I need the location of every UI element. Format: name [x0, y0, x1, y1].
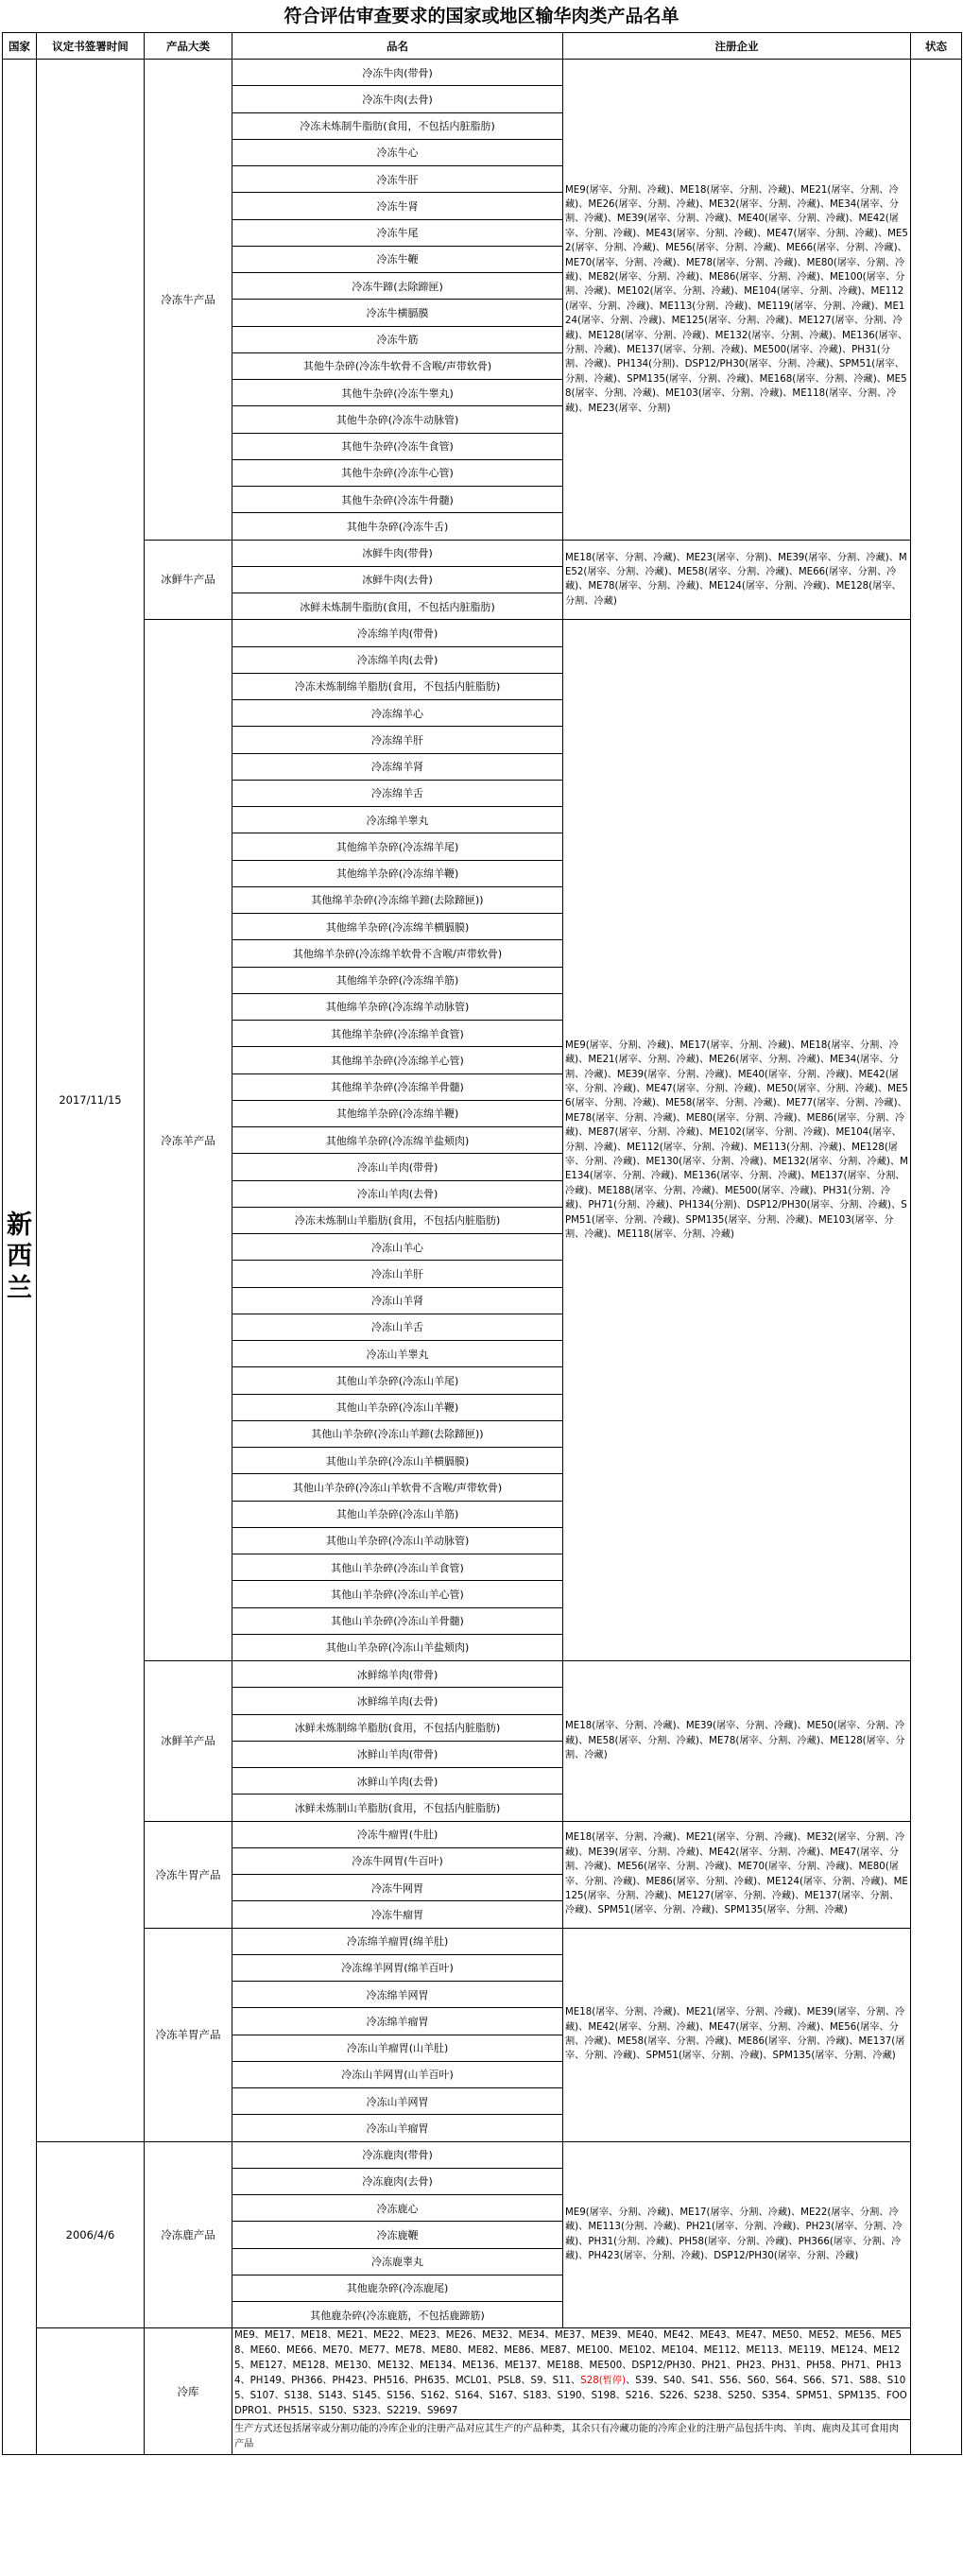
product-name-cell: 其他牛杂碎(冷冻牛动脉管) — [232, 406, 563, 433]
header-row — [3, 33, 962, 60]
product-name-cell: 冷冻山羊心 — [232, 1234, 563, 1261]
suspended-enterprise: S28(暂停) — [580, 2376, 627, 2387]
product-name-cell: 冷冻绵羊舌 — [232, 780, 563, 806]
product-name-cell: 冰鲜绵羊肉(去骨) — [232, 1688, 563, 1714]
cold-store-enterprise-cell — [232, 2328, 911, 2420]
product-name-cell: 冷冻牛筋 — [232, 326, 563, 352]
product-name-cell: 其他绵羊杂碎(冷冻绵羊尾) — [232, 833, 563, 860]
product-name-cell: 冷冻绵羊瘤胃 — [232, 2008, 563, 2035]
product-name-cell: 其他牛杂碎(冷冻牛舌) — [232, 513, 563, 540]
product-name-cell: 冷冻未炼制绵羊脂肪(食用，不包括内脏脂肪) — [232, 673, 563, 699]
product-name-cell: 其他山羊杂碎(冷冻山羊骨髓) — [232, 1607, 563, 1634]
product-name-cell: 冷冻绵羊网胃 — [232, 1982, 563, 2008]
product-name-cell: 冷冻绵羊肝 — [232, 727, 563, 753]
product-name-cell: 冷冻绵羊肾 — [232, 753, 563, 780]
product-name-cell: 其他山羊杂碎(冷冻山羊动脉管) — [232, 1527, 563, 1554]
table-row — [3, 2141, 962, 2168]
empty-date-cell — [37, 2328, 145, 2455]
product-name-cell: 冷冻山羊肝 — [232, 1261, 563, 1287]
cold-store-list-b: 、S39、S40、S41、S56、S60、S64、S66、S71、S88、S105、S107、S138、S143、S145、S156、S162、S164、S167、S183、S190、S198、S216、S226、S238、S250、S354、SPM51、SPM135、FOODPRO1、PH515、S150、S323、S2219、S9697 — [234, 2376, 907, 2417]
header-country: 国家 — [3, 33, 37, 60]
product-name-cell: 其他山羊杂碎(冷冻山羊横膈膜) — [232, 1448, 563, 1474]
product-name-cell: 其他牛杂碎(冷冻牛骨髓) — [232, 487, 563, 513]
product-name-cell: 其他绵羊杂碎(冷冻绵羊横膈膜) — [232, 914, 563, 940]
product-name-cell: 冷冻山羊舌 — [232, 1314, 563, 1340]
product-name-cell: 冷冻鹿睾丸 — [232, 2248, 563, 2275]
category-cell: 冷冻羊胃产品 — [145, 1928, 232, 2141]
table-row — [3, 540, 962, 566]
product-name-cell: 冰鲜未炼制山羊脂肪(食用，不包括内脏脂肪) — [232, 1795, 563, 1821]
product-name-cell: 冷冻山羊肾 — [232, 1287, 563, 1314]
protocol-date-cell: 2017/11/15 — [37, 60, 145, 2142]
product-name-cell: 其他绵羊杂碎(冷冻绵羊筋) — [232, 967, 563, 993]
product-name-cell: 冷冻牛瘤胃(牛肚) — [232, 1821, 563, 1847]
product-name-cell: 冷冻山羊瘤胃(山羊肚) — [232, 2035, 563, 2061]
product-name-cell: 冷冻牛网胃 — [232, 1875, 563, 1901]
product-name-cell: 冷冻牛肾 — [232, 193, 563, 219]
enterprise-cell: ME9(屠宰、分割、冷藏)、ME17(屠宰、分割、冷藏)、ME18(屠宰、分割、冷藏)、ME21(屠宰、分割、冷藏)、ME26(屠宰、分割、冷藏)、ME34(屠宰、分割、冷藏)、ME39(屠宰、分割、冷藏)、ME40(屠宰、分割、冷藏)、ME42(屠宰、分割、冷藏)、ME47(屠宰、分割、冷藏)、ME50(屠宰、分割、冷藏)、ME56(屠宰、分割、冷藏)、ME58(屠宰、分割、冷藏)、ME77(屠宰、分割、冷藏)、ME78(屠宰、分割、冷藏)、ME80(屠宰、分割、冷藏)、ME86(屠宰、分割、冷藏)、ME87(屠宰、分割、冷藏)、ME102(屠宰、分割、冷藏)、ME104(屠宰、分割、冷藏)、ME112(屠宰、分割、冷藏)、ME113(分割、冷藏)、ME128(屠宰、分割、冷藏)、ME130(屠宰、分割、冷藏)、ME132(屠宰、分割、冷藏)、ME134(屠宰、分割、冷藏)、ME136(屠宰、分割、冷藏)、ME137(屠宰、分割、冷藏)、ME188(屠宰、分割、冷藏)、ME500(屠宰、冷藏)、PH31(分割、冷藏)、PH71(分割、冷藏)、PH134(分割)、DSP12/PH30(屠宰、分割、冷藏)、SPM51(屠宰、分割、冷藏)、SPM135(屠宰、分割、冷藏)、ME103(屠宰、分割、冷藏)、ME118(屠宰、分割、冷藏) — [563, 620, 911, 1661]
product-name-cell: 冷冻山羊瘤胃 — [232, 2115, 563, 2141]
product-name-cell: 冷冻牛心 — [232, 139, 563, 165]
product-name-cell: 冷冻鹿肉(去骨) — [232, 2168, 563, 2194]
product-name-cell: 冷冻绵羊心 — [232, 700, 563, 727]
status-cell — [911, 60, 962, 2455]
product-name-cell: 其他山羊杂碎(冷冻山羊心管) — [232, 1581, 563, 1607]
product-name-cell: 冰鲜未炼制绵羊脂肪(食用，不包括内脏脂肪) — [232, 1714, 563, 1741]
product-name-cell: 其他绵羊杂碎(冷冻绵羊蹄(去除蹄匣)) — [232, 886, 563, 913]
product-name-cell: 冷冻山羊网胃(山羊百叶) — [232, 2061, 563, 2087]
product-name-cell: 其他绵羊杂碎(冷冻绵羊骨髓) — [232, 1073, 563, 1100]
product-name-cell: 冷冻绵羊网胃(绵羊百叶) — [232, 1954, 563, 1981]
enterprise-cell: ME9(屠宰、分割、冷藏)、ME18(屠宰、分割、冷藏)、ME21(屠宰、分割、冷藏)、ME26(屠宰、分割、冷藏)、ME32(屠宰、分割、冷藏)、ME34(屠宰、分割、冷藏)、ME39(屠宰、分割、冷藏)、ME40(屠宰、分割、冷藏)、ME42(屠宰、分割、冷藏)、ME43(屠宰、分割、冷藏)、ME47(屠宰、分割、冷藏)、ME52(屠宰、分割、冷藏)、ME56(屠宰、分割、冷藏)、ME66(屠宰、分割、冷藏)、ME70(屠宰、分割、冷藏)、ME78(屠宰、分割、冷藏)、ME80(屠宰、分割、冷藏)、ME82(屠宰、分割、冷藏)、ME86(屠宰、分割、冷藏)、ME100(屠宰、分割、冷藏)、ME102(屠宰、分割、冷藏)、ME104(屠宰、分割、冷藏)、ME112(屠宰、分割、冷藏)、ME113(分割、冷藏)、ME119(屠宰、分割、冷藏)、ME124(屠宰、分割、冷藏)、ME125(屠宰、分割、冷藏)、ME127(屠宰、分割、冷藏)、ME128(屠宰、分割、冷藏)、ME132(屠宰、分割、冷藏)、ME136(屠宰、分割、冷藏)、ME137(屠宰、分割、冷藏)、ME500(屠宰、冷藏)、PH31(分割、冷藏)、PH134(分割)、DSP12/PH30(屠宰、分割、冷藏)、SPM51(屠宰、分割、冷藏)、SPM135(屠宰、分割、冷藏)、ME168(屠宰、分割、冷藏)、ME58(屠宰、分割、冷藏)、ME103(屠宰、分割、冷藏)、ME118(屠宰、分割、冷藏)、ME23(屠宰、分割) — [563, 60, 911, 541]
product-name-cell: 冷冻牛肉(去骨) — [232, 86, 563, 112]
product-table — [2, 32, 962, 2455]
cold-store-list-a: ME9、ME17、ME18、ME21、ME22、ME23、ME26、ME32、ME34、ME37、ME39、ME40、ME42、ME43、ME47、ME50、ME52、ME56、ME58、ME60、ME66、ME70、ME77、ME78、ME80、ME82、ME86、ME87、ME100、ME102、ME104、ME112、ME113、ME119、ME124、ME125、ME127、ME128、ME130、ME132、ME134、ME136、ME137、ME188、ME500、DSP12/PH30、PH21、PH23、PH31、PH58、PH71、PH134、PH149、PH366、PH423、PH516、PH635、MCL01、PSL8、S9、S11、 — [234, 2330, 903, 2387]
product-name-cell: 冷冻牛蹄(去除蹄匣) — [232, 273, 563, 300]
category-cell: 冷冻牛胃产品 — [145, 1821, 232, 1928]
product-name-cell: 其他牛杂碎(冷冻牛心管) — [232, 459, 563, 486]
protocol-date-cell: 2006/4/6 — [37, 2141, 145, 2328]
product-name-cell: 其他绵羊杂碎(冷冻绵羊鞭) — [232, 860, 563, 886]
product-name-cell: 冷冻牛瘤胃 — [232, 1901, 563, 1928]
table-body — [3, 60, 962, 2455]
product-name-cell: 其他牛杂碎(冷冻牛食管) — [232, 433, 563, 459]
product-name-cell: 冷冻鹿鞭 — [232, 2222, 563, 2248]
product-name-cell: 其他山羊杂碎(冷冻山羊软骨不含喉/声带软骨) — [232, 1474, 563, 1501]
product-name-cell: 冷冻牛尾 — [232, 219, 563, 246]
product-name-cell: 冷冻山羊肉(去骨) — [232, 1180, 563, 1207]
category-cell: 冷冻羊产品 — [145, 620, 232, 1661]
header-name: 品名 — [232, 33, 563, 60]
category-cell: 冰鲜牛产品 — [145, 540, 232, 620]
product-name-cell: 其他绵羊杂碎(冷冻绵羊心管) — [232, 1047, 563, 1073]
product-name-cell: 其他山羊杂碎(冷冻山羊鞭) — [232, 1394, 563, 1420]
product-name-cell: 冷冻牛肉(带骨) — [232, 60, 563, 86]
category-cell: 冷冻牛产品 — [145, 60, 232, 541]
product-name-cell: 其他绵羊杂碎(冷冻绵羊鞭) — [232, 1100, 563, 1126]
product-name-cell: 冰鲜牛肉(去骨) — [232, 566, 563, 592]
product-name-cell: 冰鲜牛肉(带骨) — [232, 540, 563, 566]
enterprise-cell: ME18(屠宰、分割、冷藏)、ME39(屠宰、分割、冷藏)、ME50(屠宰、分割、冷藏)、ME58(屠宰、分割、冷藏)、ME78(屠宰、分割、冷藏)、ME128(屠宰、分割、冷藏) — [563, 1661, 911, 1822]
product-name-cell: 冷冻绵羊肉(带骨) — [232, 620, 563, 646]
product-name-cell: 冷冻鹿肉(带骨) — [232, 2141, 563, 2168]
product-name-cell: 冰鲜山羊肉(带骨) — [232, 1741, 563, 1767]
category-cell: 冰鲜羊产品 — [145, 1661, 232, 1822]
product-name-cell: 冷冻山羊网胃 — [232, 2088, 563, 2115]
table-row — [3, 1661, 962, 1688]
enterprise-cell: ME18(屠宰、分割、冷藏)、ME23(屠宰、分割)、ME39(屠宰、分割、冷藏)、ME52(屠宰、分割、冷藏)、ME58(屠宰、分割、冷藏)、ME66(屠宰、分割、冷藏)、ME78(屠宰、分割、冷藏)、ME124(屠宰、分割、冷藏)、ME128(屠宰、分割、冷藏) — [563, 540, 911, 620]
product-name-cell: 其他山羊杂碎(冷冻山羊盐颊肉) — [232, 1634, 563, 1660]
table-row — [3, 1928, 962, 1954]
product-name-cell: 其他绵羊杂碎(冷冻绵羊动脉管) — [232, 993, 563, 1020]
product-name-cell: 冷冻鹿心 — [232, 2195, 563, 2222]
note-cell: 生产方式还包括屠宰或分割功能的冷库企业的注册产品对应其生产的产品种类，其余只有冷藏功能的冷库企业的注册产品包括牛肉、羊肉、鹿肉及其可食用肉产品 — [232, 2420, 911, 2455]
product-name-cell: 冷冻绵羊肉(去骨) — [232, 646, 563, 673]
header-category: 产品大类 — [145, 33, 232, 60]
product-name-cell: 冷冻牛肝 — [232, 166, 563, 193]
product-name-cell: 其他山羊杂碎(冷冻山羊筋) — [232, 1501, 563, 1527]
enterprise-cell: ME18(屠宰、分割、冷藏)、ME21(屠宰、分割、冷藏)、ME39(屠宰、分割、冷藏)、ME42(屠宰、分割、冷藏)、ME47(屠宰、分割、冷藏)、ME56(屠宰、分割、冷藏)、ME58(屠宰、分割、冷藏)、ME86(屠宰、分割、冷藏)、ME137(屠宰、分割、冷藏)、SPM51(屠宰、分割、冷藏)、SPM135(屠宰、分割、冷藏) — [563, 1928, 911, 2141]
header-status: 状态 — [911, 33, 962, 60]
product-name-cell: 冷冻山羊睾丸 — [232, 1341, 563, 1367]
product-name-cell: 冰鲜绵羊肉(带骨) — [232, 1661, 563, 1688]
product-name-cell: 其他牛杂碎(冷冻牛软骨不含喉/声带软骨) — [232, 352, 563, 379]
table-row — [3, 620, 962, 646]
header-enterprise: 注册企业 — [563, 33, 911, 60]
product-name-cell: 冷冻绵羊瘤胃(绵羊肚) — [232, 1928, 563, 1954]
product-name-cell: 其他绵羊杂碎(冷冻绵羊软骨不含喉/声带软骨) — [232, 940, 563, 967]
category-cell: 冷库 — [145, 2328, 232, 2455]
enterprise-cell: ME18(屠宰、分割、冷藏)、ME21(屠宰、分割、冷藏)、ME32(屠宰、分割、冷藏)、ME39(屠宰、分割、冷藏)、ME42(屠宰、分割、冷藏)、ME47(屠宰、分割、冷藏)、ME56(屠宰、分割、冷藏)、ME70(屠宰、分割、冷藏)、ME80(屠宰、分割、冷藏)、ME86(屠宰、分割、冷藏)、ME124(屠宰、分割、冷藏)、ME125(屠宰、分割、冷藏)、ME127(屠宰、分割、冷藏)、ME137(屠宰、分割、冷藏)、SPM51(屠宰、分割、冷藏)、SPM135(屠宰、分割、冷藏) — [563, 1821, 911, 1928]
product-name-cell: 其他山羊杂碎(冷冻山羊食管) — [232, 1554, 563, 1581]
product-name-cell: 冷冻未炼制牛脂肪(食用，不包括内脏脂肪) — [232, 112, 563, 139]
product-name-cell: 其他鹿杂碎(冷冻鹿尾) — [232, 2275, 563, 2301]
table-row — [3, 60, 962, 86]
table-row — [3, 2328, 962, 2420]
header-date: 议定书签署时间 — [37, 33, 145, 60]
product-name-cell: 其他牛杂碎(冷冻牛睾丸) — [232, 380, 563, 406]
product-name-cell: 其他山羊杂碎(冷冻山羊蹄(去除蹄匣)) — [232, 1420, 563, 1447]
category-cell: 冷冻鹿产品 — [145, 2141, 232, 2328]
product-name-cell: 冰鲜未炼制牛脂肪(食用，不包括内脏脂肪) — [232, 593, 563, 620]
product-name-cell: 冷冻未炼制山羊脂肪(食用，不包括内脏脂肪) — [232, 1207, 563, 1233]
table-row — [3, 1821, 962, 1847]
product-name-cell: 其他绵羊杂碎(冷冻绵羊食管) — [232, 1021, 563, 1047]
enterprise-cell: ME9(屠宰、分割、冷藏)、ME17(屠宰、分割、冷藏)、ME22(屠宰、分割、冷藏)、ME113(分割、冷藏)、PH21(屠宰、分割、冷藏)、PH23(屠宰、分割、冷藏)、PH31(分割、冷藏)、PH58(屠宰、分割、冷藏)、PH366(屠宰、分割、冷藏)、PH423(屠宰、分割、冷藏)、DSP12/PH30(屠宰、分割、冷藏) — [563, 2141, 911, 2328]
product-name-cell: 其他绵羊杂碎(冷冻绵羊盐颊肉) — [232, 1127, 563, 1154]
product-name-cell: 其他山羊杂碎(冷冻山羊尾) — [232, 1367, 563, 1394]
product-name-cell: 冷冻山羊肉(带骨) — [232, 1154, 563, 1180]
product-name-cell: 冷冻绵羊睾丸 — [232, 807, 563, 833]
product-name-cell: 冷冻牛横膈膜 — [232, 300, 563, 326]
product-name-cell: 冰鲜山羊肉(去骨) — [232, 1768, 563, 1795]
product-name-cell: 冷冻牛网胃(牛百叶) — [232, 1847, 563, 1874]
country-cell: 新 西 兰 — [3, 60, 37, 2455]
page-title: 符合评估审查要求的国家或地区输华肉类产品名单 — [284, 6, 679, 26]
product-name-cell: 冷冻牛鞭 — [232, 246, 563, 272]
product-name-cell: 其他鹿杂碎(冷冻鹿筋，不包括鹿蹄筋) — [232, 2302, 563, 2328]
